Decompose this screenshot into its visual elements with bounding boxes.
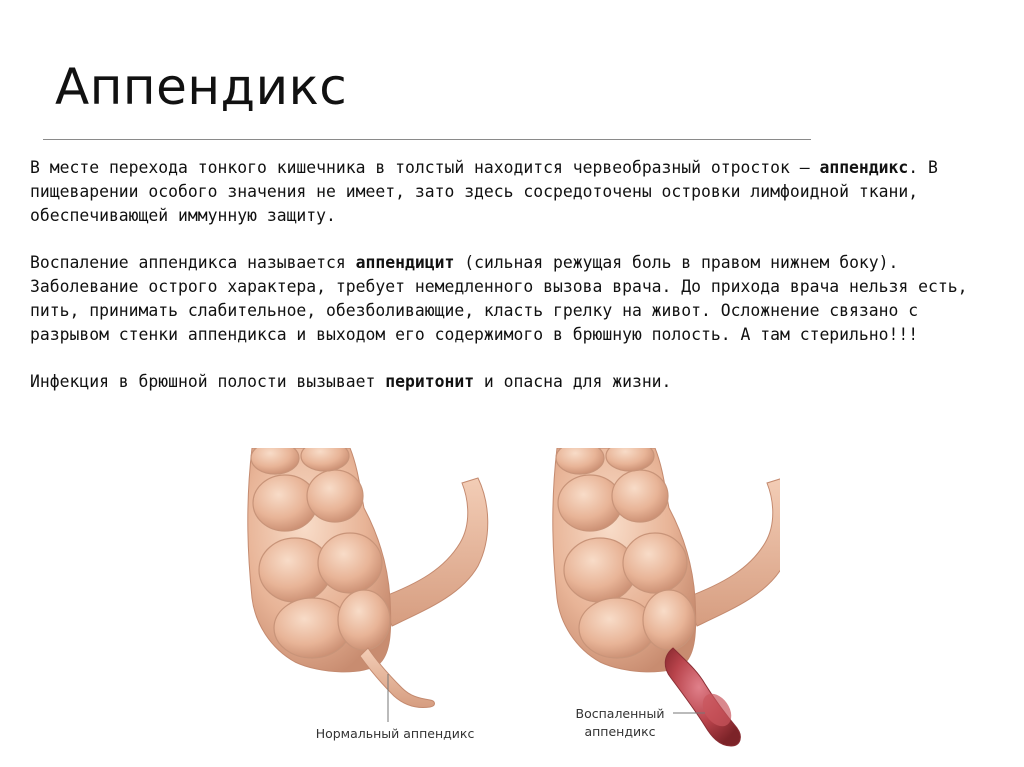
- paragraph-peritonitis: [30, 370, 1005, 394]
- term-appendicitis: аппендицит: [355, 253, 455, 273]
- colon-lobe: [643, 590, 695, 650]
- text-run: В месте перехода тонкого кишечника в толстый находится червеобразный отросток –: [30, 158, 820, 177]
- colon-lobe: [612, 470, 668, 522]
- small-intestine-left: [380, 478, 488, 626]
- slide-body: [30, 156, 1005, 418]
- slide-title: Аппендикс: [55, 58, 348, 116]
- caption-normal-appendix: Нормальный аппендикс: [315, 726, 475, 741]
- text-run: Инфекция в брюшной полости вызывает: [30, 372, 386, 392]
- text-run: Воспаление аппендикса называется: [30, 253, 356, 273]
- caption-inflamed-appendix: [560, 705, 680, 741]
- colon-lobe: [307, 470, 363, 522]
- inflamed-appendix-drawing: [553, 448, 780, 746]
- text-run: . В пищеварении особого значения не имеет, зато здесь сосредоточены островки лимфоидной ткани, обеспечивающей иммунную защиту.: [30, 158, 938, 225]
- colon-lobe: [251, 448, 299, 474]
- title-divider: [43, 139, 811, 140]
- term-peritonitis: перитонит: [385, 372, 475, 392]
- paragraph-appendix: [30, 156, 1005, 227]
- text-run: и опасна для жизни.: [474, 372, 672, 392]
- small-intestine-right: [685, 478, 780, 626]
- caption-inflamed-line2: аппендикс: [584, 724, 656, 739]
- normal-appendix-drawing: [248, 448, 488, 722]
- appendix-illustration: [240, 448, 780, 766]
- colon-lobe: [623, 533, 687, 593]
- text-run: (сильная режущая боль в правом нижнем боку). Заболевание острого характера, требует немедленного вызова врача. До прихода врача нельзя есть, пить, принимать слабительное, обезболивающие, класть грелку на живот. Осложнение связано с разрывом стенки аппендикса и выходом его содержимого в брюшную полость. А там стерильно!!!: [30, 253, 968, 344]
- colon-lobe: [318, 533, 382, 593]
- caption-inflamed-line1: Воспаленный: [575, 706, 665, 721]
- normal-appendix-tail: [360, 648, 435, 708]
- colon-lobe: [556, 448, 604, 474]
- term-appendix: аппендикс: [819, 158, 909, 177]
- colon-lobe: [338, 590, 390, 650]
- paragraph-appendicitis: [30, 251, 1005, 346]
